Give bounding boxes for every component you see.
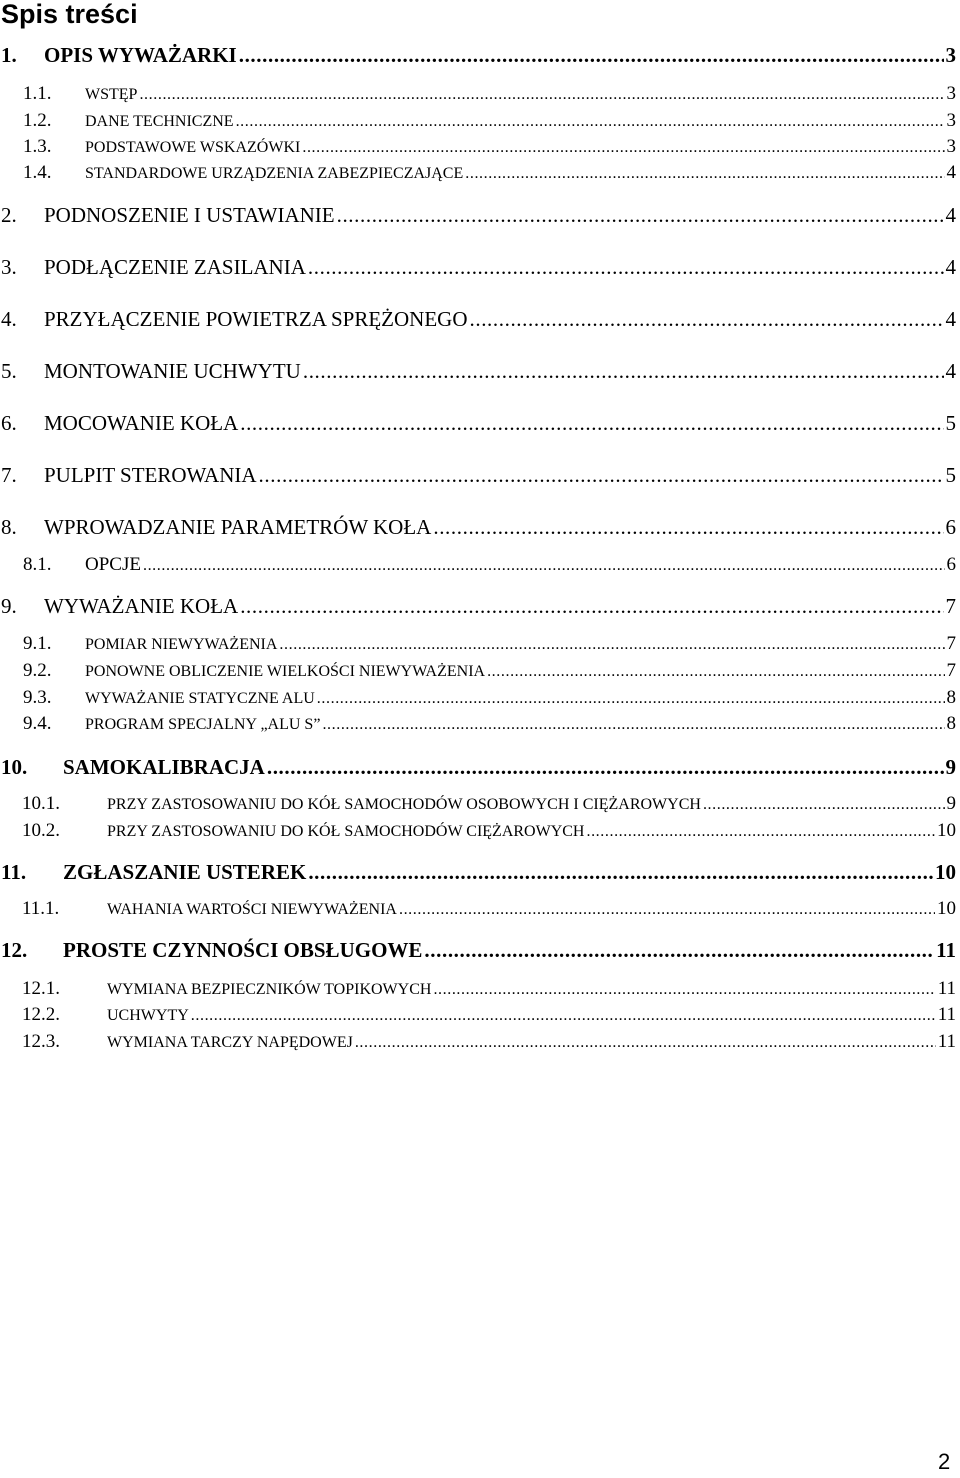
toc-leader-dots <box>139 85 944 105</box>
toc-entry-page: 6 <box>946 554 956 575</box>
toc-leader-dots <box>240 410 943 436</box>
toc-entry-label: SAMOKALIBRACJA <box>63 755 265 779</box>
toc-entry-page: 7 <box>945 594 956 618</box>
toc-leader-dots <box>267 754 944 780</box>
toc-entry-number: 10.2. <box>22 820 60 841</box>
toc-entry-number: 12.2. <box>22 1004 60 1025</box>
toc-entry-page: 5 <box>945 463 956 487</box>
toc-leader-dots <box>143 556 945 576</box>
toc-leader-dots <box>433 514 943 540</box>
toc-entry-page: 10 <box>937 820 956 841</box>
toc-entry-label: PROSTE CZYNNOŚCI OBSŁUGOWE <box>63 938 423 962</box>
toc-leader-dots <box>236 112 945 132</box>
toc-entry-label: PRZY ZASTOSOWANIU DO KÓŁ SAMOCHODÓW OSOBOWYCH I CIĘŻAROWYCH <box>107 796 701 813</box>
toc-entry-page: 4 <box>945 359 956 383</box>
toc-entry-label: WSTĘP <box>85 86 138 103</box>
toc-entry-9-1[interactable] <box>0 634 956 664</box>
toc-entry-number: 10.1. <box>22 793 60 814</box>
toc-entry-4[interactable] <box>0 306 956 336</box>
toc-entry-number: 1.3. <box>23 136 52 157</box>
toc-entry-label: PULPIT STEROWANIA <box>44 463 257 487</box>
toc-entry-label: MONTOWANIE UCHWYTU <box>44 359 301 383</box>
toc-leader-dots <box>399 900 935 920</box>
toc-entry-number: 1.4. <box>23 162 52 183</box>
toc-entry-11-1[interactable] <box>0 899 956 929</box>
toc-entry-page: 3 <box>946 110 956 131</box>
toc-entry-page: 4 <box>945 307 956 331</box>
toc-entry-page: 8 <box>946 713 956 734</box>
toc-entry-number: 8. <box>1 515 17 539</box>
toc-entry-page: 11 <box>936 938 956 962</box>
toc-entry-label: WYWAŻANIE STATYCZNE ALU <box>85 690 315 707</box>
toc-entry-7[interactable] <box>0 462 956 492</box>
toc-entry-number: 9.2. <box>23 660 52 681</box>
toc-entry-page: 3 <box>946 136 956 157</box>
toc-entry-label: PODSTAWOWE WSKAZÓWKI <box>85 139 301 156</box>
toc-entry-1-1[interactable] <box>0 84 956 114</box>
toc-entry-label: DANE TECHNICZNE <box>85 113 234 130</box>
toc-entry-number: 8.1. <box>23 554 52 575</box>
toc-entry-number: 5. <box>1 359 17 383</box>
toc-entry-number: 7. <box>1 463 17 487</box>
toc-entry-number: 1.1. <box>23 83 52 104</box>
toc-entry-page: 11 <box>937 978 956 999</box>
toc-leader-dots <box>239 42 944 68</box>
toc-entry-number: 12.3. <box>22 1031 60 1052</box>
toc-leader-dots <box>240 593 943 619</box>
toc-entry-label: OPIS WYWAŻARKI <box>44 43 237 67</box>
toc-leader-dots <box>259 462 944 488</box>
toc-leader-dots <box>487 662 944 682</box>
toc-entry-number: 9.3. <box>23 687 52 708</box>
toc-entry-number: 2. <box>1 203 17 227</box>
toc-entry-label: OPCJE <box>85 554 141 575</box>
toc-entry-2[interactable] <box>0 202 956 232</box>
toc-entry-number: 3. <box>1 255 17 279</box>
toc-entry-number: 1. <box>1 43 17 67</box>
toc-leader-dots <box>279 635 944 655</box>
toc-entry-label: PODNOSZENIE I USTAWIANIE <box>44 203 335 227</box>
page-number: 2 <box>938 1449 951 1474</box>
toc-entry-1-4[interactable] <box>0 163 956 193</box>
toc-leader-dots <box>465 164 944 184</box>
toc-entry-label: PRZY ZASTOSOWANIU DO KÓŁ SAMOCHODÓW CIĘŻAROWYCH <box>107 823 585 840</box>
toc-entry-10[interactable] <box>0 754 956 784</box>
toc-leader-dots <box>337 202 944 228</box>
toc-entry-label: PROGRAM SPECJALNY „ALU S” <box>85 716 321 733</box>
toc-entry-page: 5 <box>945 411 956 435</box>
toc-entry-number: 11. <box>1 860 27 884</box>
toc-entry-label: UCHWYTY <box>107 1007 189 1024</box>
toc-leader-dots <box>317 689 945 709</box>
toc-entry-page: 3 <box>946 83 956 104</box>
toc-entry-10-1[interactable] <box>0 794 956 824</box>
toc-leader-dots <box>308 254 944 280</box>
toc-entry-page: 11 <box>937 1031 956 1052</box>
toc-entry-page: 10 <box>935 860 956 884</box>
toc-entry-12[interactable] <box>0 937 956 967</box>
toc-entry-page: 11 <box>937 1004 956 1025</box>
toc-entry-page: 4 <box>945 203 956 227</box>
toc-title: Spis treści <box>1 0 138 29</box>
toc-entry-page: 3 <box>945 43 956 67</box>
toc-entry-label: PONOWNE OBLICZENIE WIELKOŚCI NIEWYWAŻENIA <box>85 663 486 680</box>
toc-entry-label: WYWAŻANIE KOŁA <box>44 594 239 618</box>
toc-leader-dots <box>308 859 933 885</box>
toc-entry-label: STANDARDOWE URZĄDZENIA ZABEZPIECZAJĄCE <box>85 165 464 182</box>
toc-leader-dots <box>470 306 944 332</box>
toc-entry-9-4[interactable] <box>0 714 956 744</box>
toc-entry-11[interactable] <box>0 859 956 889</box>
toc-entry-5[interactable] <box>0 358 956 388</box>
toc-entry-label: PRZYŁĄCZENIE POWIETRZA SPRĘŻONEGO <box>44 307 468 331</box>
toc-entry-6[interactable] <box>0 410 956 440</box>
toc-entry-number: 11.1. <box>22 898 60 919</box>
toc-entry-page: 4 <box>946 162 956 183</box>
toc-entry-number: 9.1. <box>23 633 52 654</box>
toc-entry-number: 12. <box>1 938 28 962</box>
toc-entry-number: 4. <box>1 307 17 331</box>
toc-entry-page: 10 <box>937 898 956 919</box>
toc-entry-page: 9 <box>945 755 956 779</box>
toc-entry-label: ZGŁASZANIE USTEREK <box>63 860 307 884</box>
toc-entry-label: WPROWADZANIE PARAMETRÓW KOŁA <box>44 515 432 539</box>
toc-entry-number: 9.4. <box>23 713 52 734</box>
toc-leader-dots <box>424 937 934 963</box>
toc-entry-page: 8 <box>946 687 956 708</box>
toc-leader-dots <box>586 822 935 842</box>
toc-entry-8[interactable] <box>0 514 956 544</box>
toc-entry-page: 7 <box>946 660 956 681</box>
toc-entry-9-2[interactable] <box>0 661 956 691</box>
toc-entry-12-3[interactable] <box>0 1032 956 1062</box>
toc-leader-dots <box>191 1006 936 1026</box>
toc-leader-dots <box>322 715 944 735</box>
toc-leader-dots <box>302 138 944 158</box>
toc-entry-label: POMIAR NIEWYWAŻENIA <box>85 636 278 653</box>
toc-leader-dots <box>355 1033 936 1053</box>
toc-entry-label: WYMIANA BEZPIECZNIKÓW TOPIKOWYCH <box>107 981 432 998</box>
toc-entry-label: WYMIANA TARCZY NAPĘDOWEJ <box>107 1034 353 1051</box>
toc-entry-8-1[interactable] <box>0 555 956 585</box>
toc-entry-1[interactable] <box>0 42 956 72</box>
toc-entry-number: 12.1. <box>22 978 60 999</box>
toc-entry-9[interactable] <box>0 593 956 623</box>
toc-entry-page: 9 <box>946 793 956 814</box>
toc-entry-number: 6. <box>1 411 17 435</box>
toc-entry-label: WAHANIA WARTOŚCI NIEWYWAŻENIA <box>107 901 397 918</box>
toc-leader-dots <box>433 980 935 1000</box>
toc-leader-dots <box>703 795 945 815</box>
toc-entry-3[interactable] <box>0 254 956 284</box>
toc-entry-page: 7 <box>946 633 956 654</box>
toc-entry-12-2[interactable] <box>0 1005 956 1035</box>
toc-entry-number: 9. <box>1 594 17 618</box>
toc-entry-number: 10. <box>1 755 28 779</box>
toc-leader-dots <box>303 358 944 384</box>
toc-entry-number: 1.2. <box>23 110 52 131</box>
toc-entry-page: 4 <box>945 255 956 279</box>
toc-entry-label: MOCOWANIE KOŁA <box>44 411 239 435</box>
toc-entry-10-2[interactable] <box>0 821 956 851</box>
toc-entry-page: 6 <box>945 515 956 539</box>
toc-entry-label: PODŁĄCZENIE ZASILANIA <box>44 255 306 279</box>
